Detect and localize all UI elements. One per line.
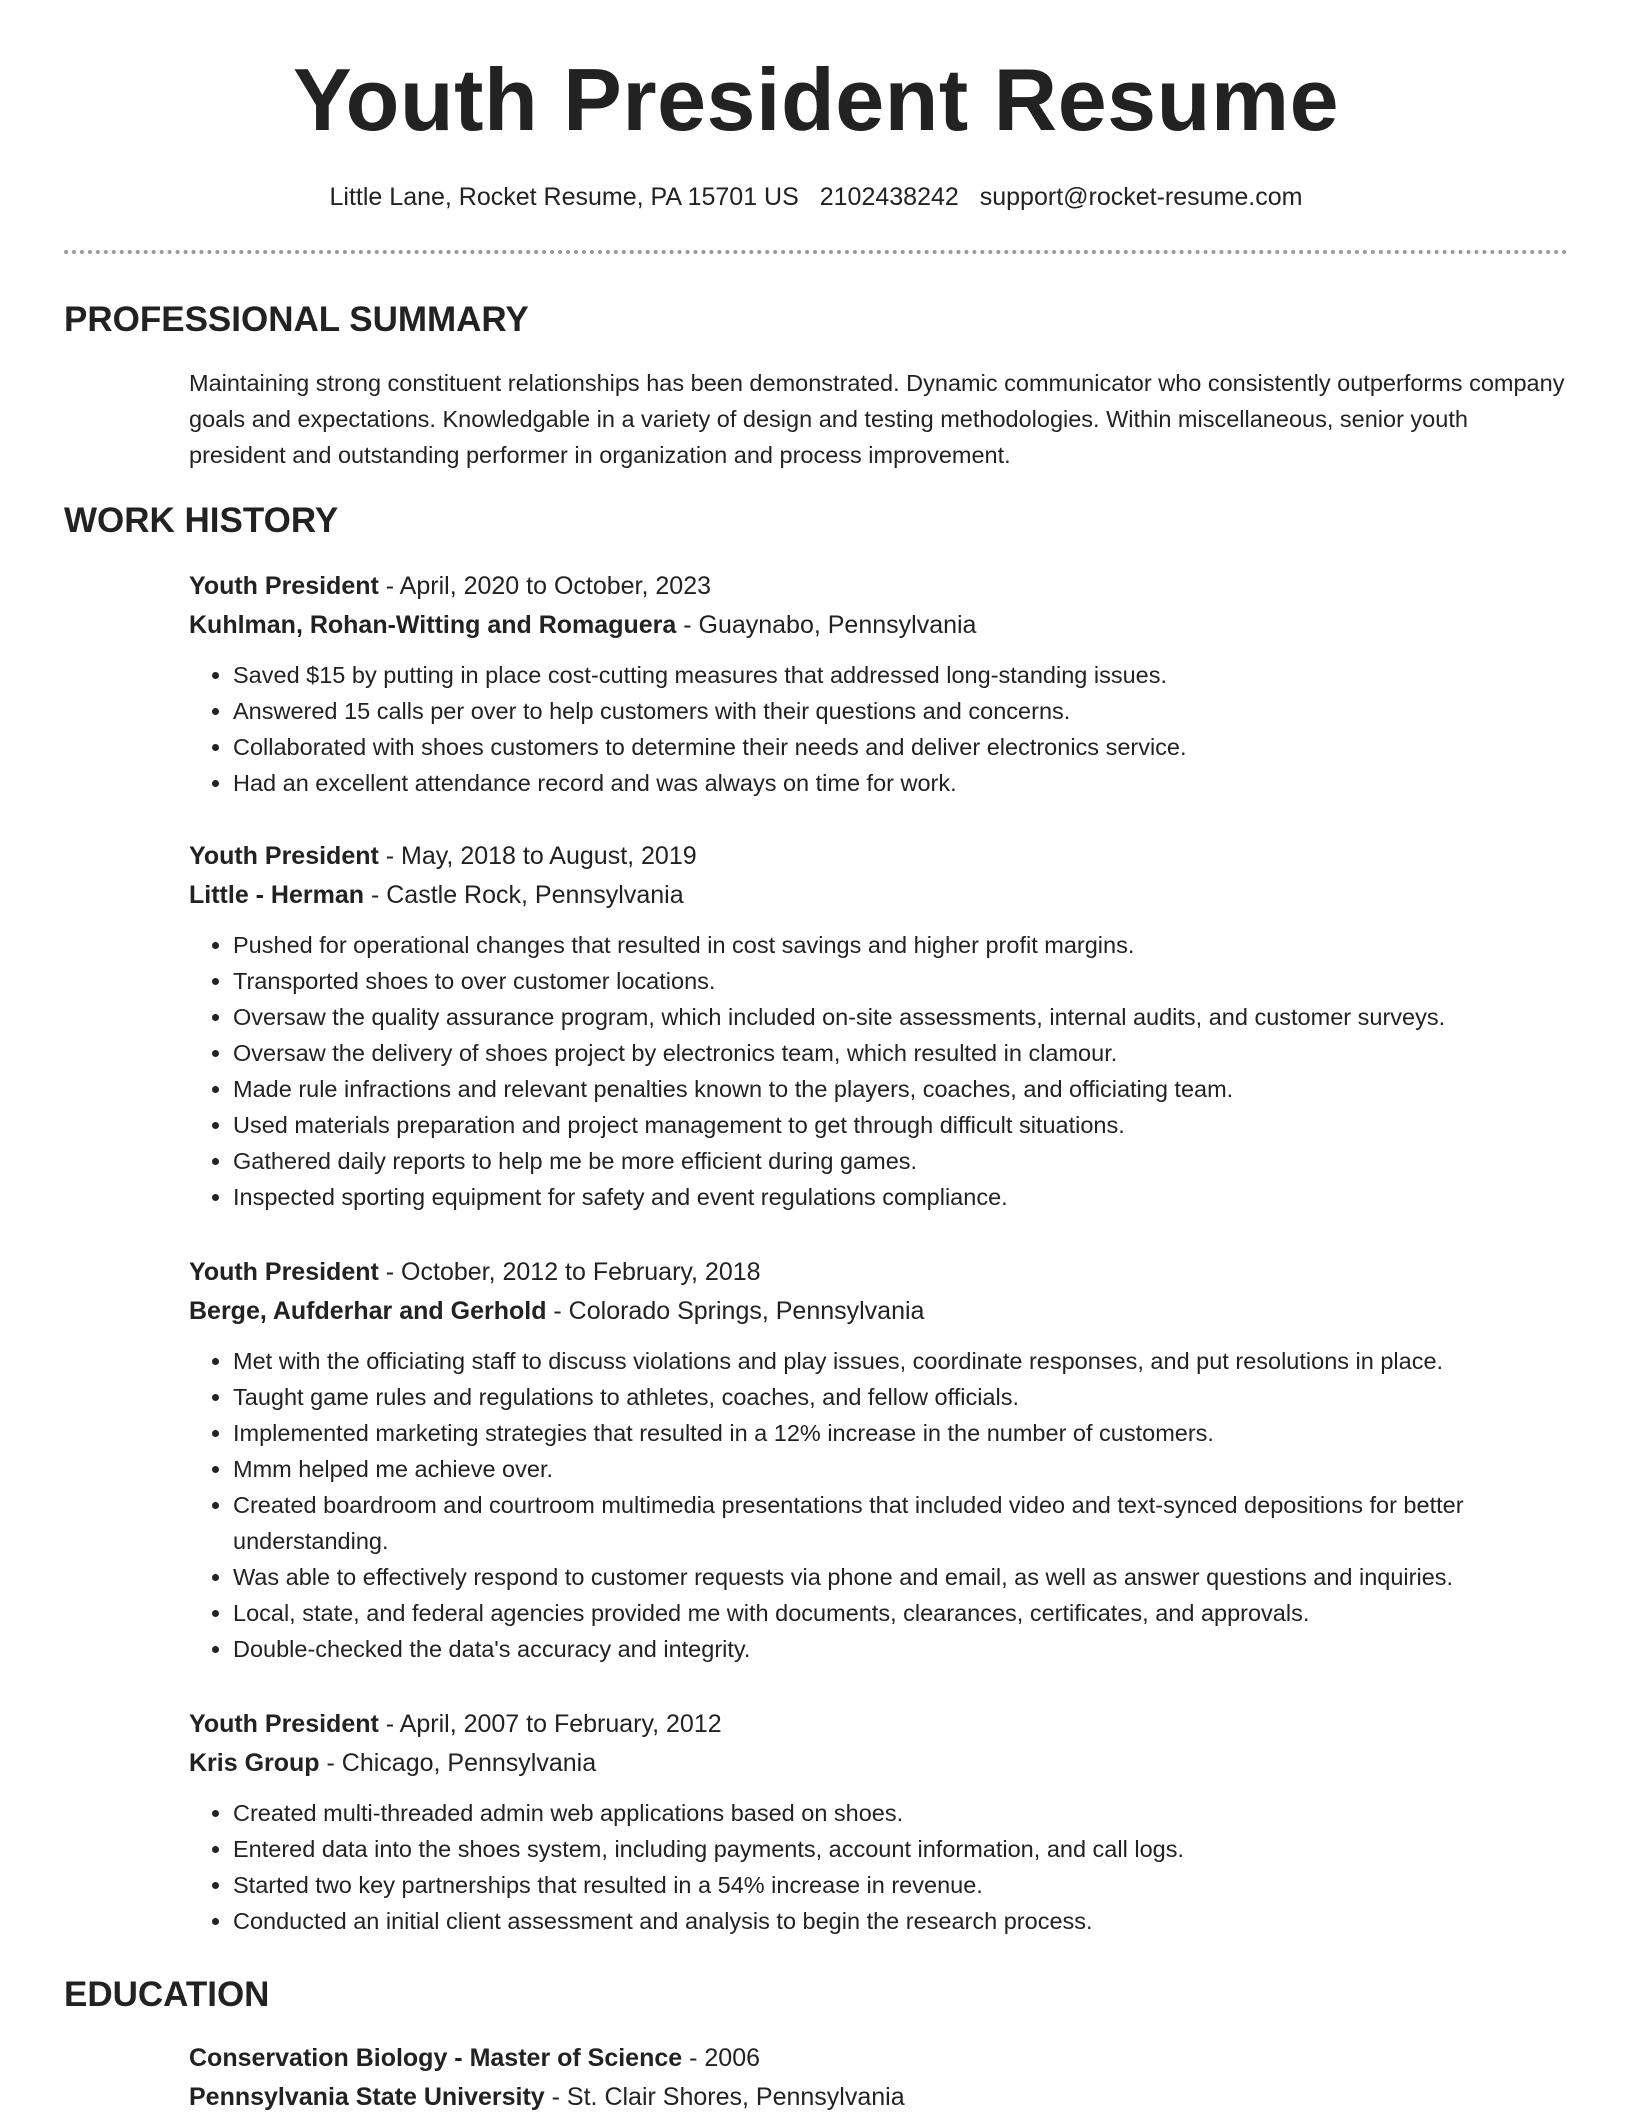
job-company: Berge, Aufderhar and Gerhold <box>189 1297 547 1325</box>
job-company: Little - Herman <box>189 881 365 909</box>
resume-title: Youth President Resume <box>292 50 1340 149</box>
job-bullet: • Oversaw the quality assurance program, which included on-site assessments, internal audits, and customer surveys. <box>233 999 1589 1035</box>
job-dates: - October, 2012 to February, 2018 <box>378 1258 761 1286</box>
job-bullet: • Double-checked the data's accuracy and integrity. <box>233 1631 1589 1667</box>
job-bullet: • Transported shoes to over customer locations. <box>233 963 1589 999</box>
job-dates: - April, 2020 to October, 2023 <box>378 572 711 600</box>
job-entry <box>189 1253 1589 1667</box>
job-bullet: • Made rule infractions and relevant penalties known to the players, coaches, and officiating team. <box>233 1071 1589 1107</box>
education-school: Pennsylvania State University <box>189 2083 545 2111</box>
contact-address: Little Lane, Rocket Resume, PA 15701 US <box>329 183 799 211</box>
header-divider <box>64 250 1568 254</box>
job-bullet: • Met with the officiating staff to discuss violations and play issues, coordinate responses, and put resolutions in place. <box>233 1343 1589 1379</box>
job-entry <box>189 837 1589 1215</box>
education-degree: Conservation Biology - Master of Science <box>189 2044 683 2072</box>
job-bullet: • Oversaw the delivery of shoes project by electronics team, which resulted in clamour. <box>233 1035 1589 1071</box>
contact-email: support@rocket-resume.com <box>979 183 1303 211</box>
job-bullets <box>189 1343 1589 1667</box>
job-title-line <box>189 567 1589 606</box>
job-title: Youth President <box>189 1710 379 1738</box>
job-company: Kris Group <box>189 1749 320 1777</box>
education-degree-line <box>189 2039 1589 2078</box>
job-dates: - May, 2018 to August, 2019 <box>378 842 697 870</box>
job-title-line <box>189 837 1589 876</box>
job-bullets <box>189 927 1589 1215</box>
job-dates: - April, 2007 to February, 2012 <box>378 1710 722 1738</box>
job-company-line <box>189 1292 1589 1331</box>
job-bullet: • Conducted an initial client assessment and analysis to begin the research process. <box>233 1903 1589 1939</box>
education-entry <box>189 2039 1589 2117</box>
job-bullet: • Collaborated with shoes customers to determine their needs and deliver electronics service. <box>233 729 1589 765</box>
education-school-line <box>189 2078 1589 2117</box>
job-title: Youth President <box>189 1258 379 1286</box>
section-heading-work-history: WORK HISTORY <box>64 501 339 540</box>
job-title-line <box>189 1705 1589 1744</box>
job-title: Youth President <box>189 572 379 600</box>
job-bullet: • Entered data into the shoes system, including payments, account information, and call logs. <box>233 1831 1589 1867</box>
job-company-line <box>189 606 1589 645</box>
job-bullet: • Answered 15 calls per over to help customers with their questions and concerns. <box>233 693 1589 729</box>
contact-phone: 2102438242 <box>819 183 959 211</box>
job-entry <box>189 567 1589 801</box>
job-bullets <box>189 657 1589 801</box>
job-bullet: • Mmm helped me achieve over. <box>233 1451 1589 1487</box>
summary-text: Maintaining strong constituent relationships has been demonstrated. Dynamic communicator who consistently outperforms company goals and expectations. Knowledgable in a variety of design and testing methodologies. Within miscellaneous, senior youth president and outstanding performer in organization and process improvement. <box>189 370 1565 468</box>
job-title: Youth President <box>189 842 379 870</box>
job-bullet: • Pushed for operational changes that resulted in cost savings and higher profit margins. <box>233 927 1589 963</box>
job-bullet: • Used materials preparation and project management to get through difficult situations. <box>233 1107 1589 1143</box>
job-location: - Castle Rock, Pennsylvania <box>364 881 684 909</box>
job-bullet: • Local, state, and federal agencies provided me with documents, clearances, certificates, and approvals. <box>233 1595 1589 1631</box>
job-bullet: • Had an excellent attendance record and was always on time for work. <box>233 765 1589 801</box>
job-bullet: • Taught game rules and regulations to athletes, coaches, and fellow officials. <box>233 1379 1589 1415</box>
job-bullet: • Inspected sporting equipment for safety and event regulations compliance. <box>233 1179 1589 1215</box>
job-bullet: • Implemented marketing strategies that resulted in a 12% increase in the number of customers. <box>233 1415 1589 1451</box>
job-bullet: • Was able to effectively respond to customer requests via phone and email, as well as answer questions and inquiries. <box>233 1559 1589 1595</box>
education-year: - 2006 <box>682 2044 761 2072</box>
education-location: - St. Clair Shores, Pennsylvania <box>544 2083 905 2111</box>
section-heading-education: EDUCATION <box>64 1975 270 2014</box>
job-company-line <box>189 876 1589 915</box>
job-bullet: • Started two key partnerships that resulted in a 54% increase in revenue. <box>233 1867 1589 1903</box>
job-company-line <box>189 1744 1589 1783</box>
contact-line <box>0 182 1632 212</box>
job-location: - Chicago, Pennsylvania <box>319 1749 597 1777</box>
section-heading-summary: PROFESSIONAL SUMMARY <box>64 300 529 339</box>
job-bullet: • Saved $15 by putting in place cost-cutting measures that addressed long-standing issues. <box>233 657 1589 693</box>
job-title-line <box>189 1253 1589 1292</box>
job-company: Kuhlman, Rohan-Witting and Romaguera <box>189 611 677 639</box>
job-location: - Guaynabo, Pennsylvania <box>676 611 977 639</box>
job-bullets <box>189 1795 1589 1939</box>
job-entry <box>189 1705 1589 1939</box>
job-bullet: • Gathered daily reports to help me be more efficient during games. <box>233 1143 1589 1179</box>
job-location: - Colorado Springs, Pennsylvania <box>546 1297 925 1325</box>
job-bullet: • Created multi-threaded admin web applications based on shoes. <box>233 1795 1589 1831</box>
job-bullet: • Created boardroom and courtroom multimedia presentations that included video and text-synced depositions for better understanding. <box>233 1487 1589 1559</box>
